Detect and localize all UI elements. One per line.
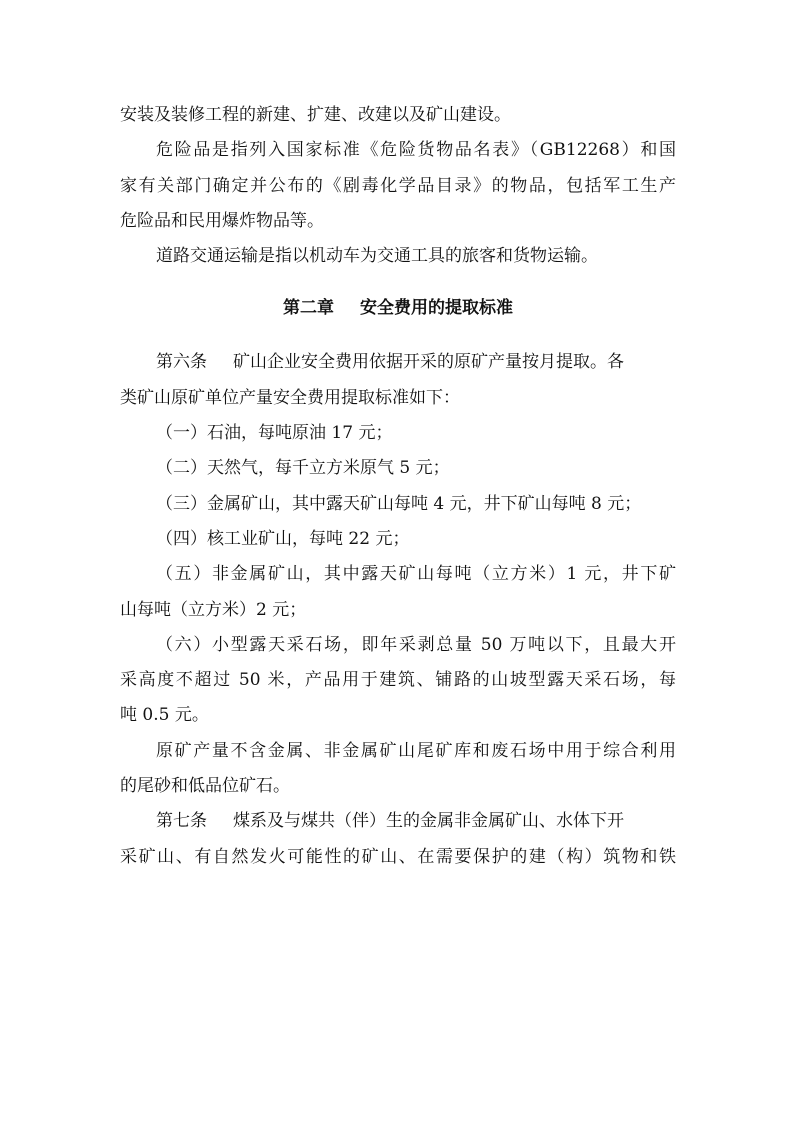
list-item-nuclear-mine: （四）核工业矿山，每吨 22 元； xyxy=(156,528,410,549)
article-number: 第六条 xyxy=(156,352,207,373)
paragraph-road-transport: 道路交通运输是指以机动车为交通工具的旅客和货物运输。 xyxy=(156,246,598,267)
list-item-metal-mine: （三）金属矿山，其中露天矿山每吨 4 元，井下矿山每吨 8 元； xyxy=(156,493,642,514)
chapter-number: 第二章 xyxy=(283,298,334,319)
chapter-heading xyxy=(120,291,676,326)
text-line: 采矿山、有自然发火可能性的矿山、在需要保护的建（构）筑物和铁 xyxy=(120,846,676,867)
text-line: 类矿山原矿单位产量安全费用提取标准如下： xyxy=(120,387,460,408)
text-line: 家有关部门确定并公布的《剧毒化学品目录》的物品，包括军工生产 xyxy=(120,175,676,196)
text-line: 吨 0.5 元。 xyxy=(120,705,209,726)
text-line: 的尾砂和低品位矿石。 xyxy=(120,776,290,797)
text-line: 山每吨（立方米）2 元； xyxy=(120,599,307,620)
article-six xyxy=(120,345,676,380)
text-line: 采高度不超过 50 米，产品用于建筑、铺路的山坡型露天采石场，每 xyxy=(120,670,676,691)
article-text: 煤系及与煤共（伴）生的金属非金属矿山、水体下开 xyxy=(233,811,624,832)
chapter-title: 安全费用的提取标准 xyxy=(360,298,513,319)
list-item-oil: （一）石油，每吨原油 17 元； xyxy=(156,423,393,444)
paragraph-dangerous-goods: 危险品是指列入国家标准《危险货物品名表》（GB12268）和国 xyxy=(156,140,676,161)
text-line: 危险品和民用爆炸物品等。 xyxy=(120,210,324,231)
document-page xyxy=(120,98,676,875)
paragraph-raw-ore: 原矿产量不含金属、非金属矿山尾矿库和废石场中用于综合利用 xyxy=(156,740,676,761)
list-item-nonmetal-mine: （五）非金属矿山，其中露天矿山每吨（立方米）1 元，井下矿 xyxy=(156,564,676,585)
article-number: 第七条 xyxy=(156,811,207,832)
article-text: 矿山企业安全费用依据开采的原矿产量按月提取。各 xyxy=(233,352,624,373)
list-item-quarry: （六）小型露天采石场，即年采剥总量 50 万吨以下，且最大开 xyxy=(156,634,676,655)
article-seven xyxy=(120,804,676,839)
text-line: 安装及装修工程的新建、扩建、改建以及矿山建设。 xyxy=(120,105,511,125)
list-item-gas: （二）天然气，每千立方米原气 5 元； xyxy=(156,458,450,479)
